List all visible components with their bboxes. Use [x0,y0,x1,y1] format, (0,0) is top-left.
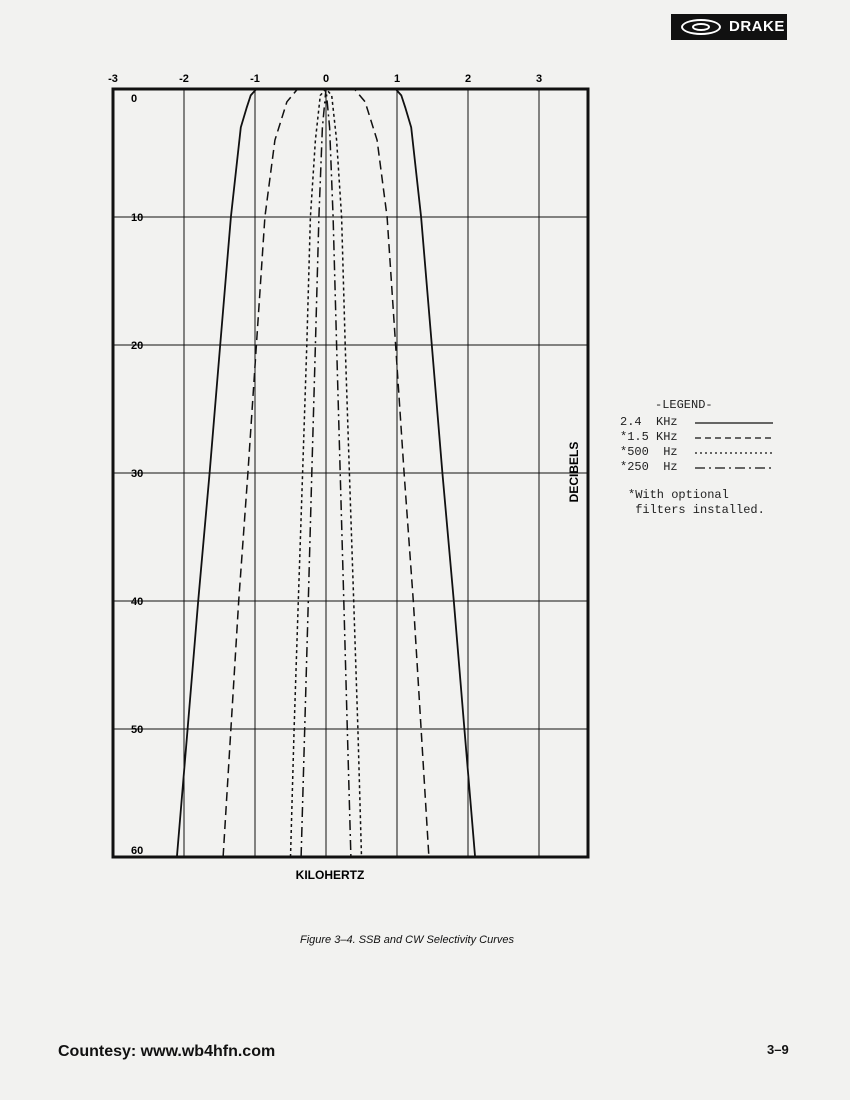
y-tick-label: 30 [131,468,144,480]
y-tick-label: 50 [131,724,144,736]
y-tick-label: 10 [131,212,144,224]
page-number: 3–9 [767,1042,789,1057]
legend-swatch [695,447,775,457]
x-tick-label: 1 [393,73,401,85]
legend-item [620,429,798,444]
legend-swatch [695,462,775,472]
x-tick-label: -2 [179,73,189,85]
legend-title: -LEGEND- [655,398,713,412]
y-axis-label: DECIBELS [567,441,581,503]
legend-item [620,414,798,429]
legend-item [620,444,798,459]
legend-item-label: *500 Hz [620,444,678,459]
x-tick-label: 3 [535,73,543,85]
y-tick-labels [131,93,143,857]
x-tick-label: -1 [250,73,260,85]
x-tick-label: 2 [464,73,472,85]
legend [620,398,798,518]
x-tick-label: -3 [108,73,118,85]
x-tick-labels [108,73,542,85]
legend-item-label: *250 Hz [620,459,678,474]
figure-caption: Figure 3–4. SSB and CW Selectivity Curves [300,934,514,946]
y-tick-label: 40 [131,596,144,608]
x-axis-label: KILOHERTZ [295,868,365,882]
y-tick-label: 0 [131,93,138,105]
legend-item-label: *1.5 KHz [620,429,678,444]
legend-swatch [695,417,775,427]
legend-item [620,459,798,474]
logo-text: DRAKE [729,18,785,35]
courtesy-footer: Countesy: www.wb4hfn.com [58,1043,276,1060]
y-tick-label: 20 [131,340,144,352]
legend-note: *With optional filters installed. [628,488,765,517]
grid-layer [113,89,588,857]
legend-item-label: 2.4 KHz [620,414,678,429]
legend-swatch [695,432,775,442]
y-tick-label: 60 [131,845,144,857]
x-tick-label: 0 [322,73,330,85]
